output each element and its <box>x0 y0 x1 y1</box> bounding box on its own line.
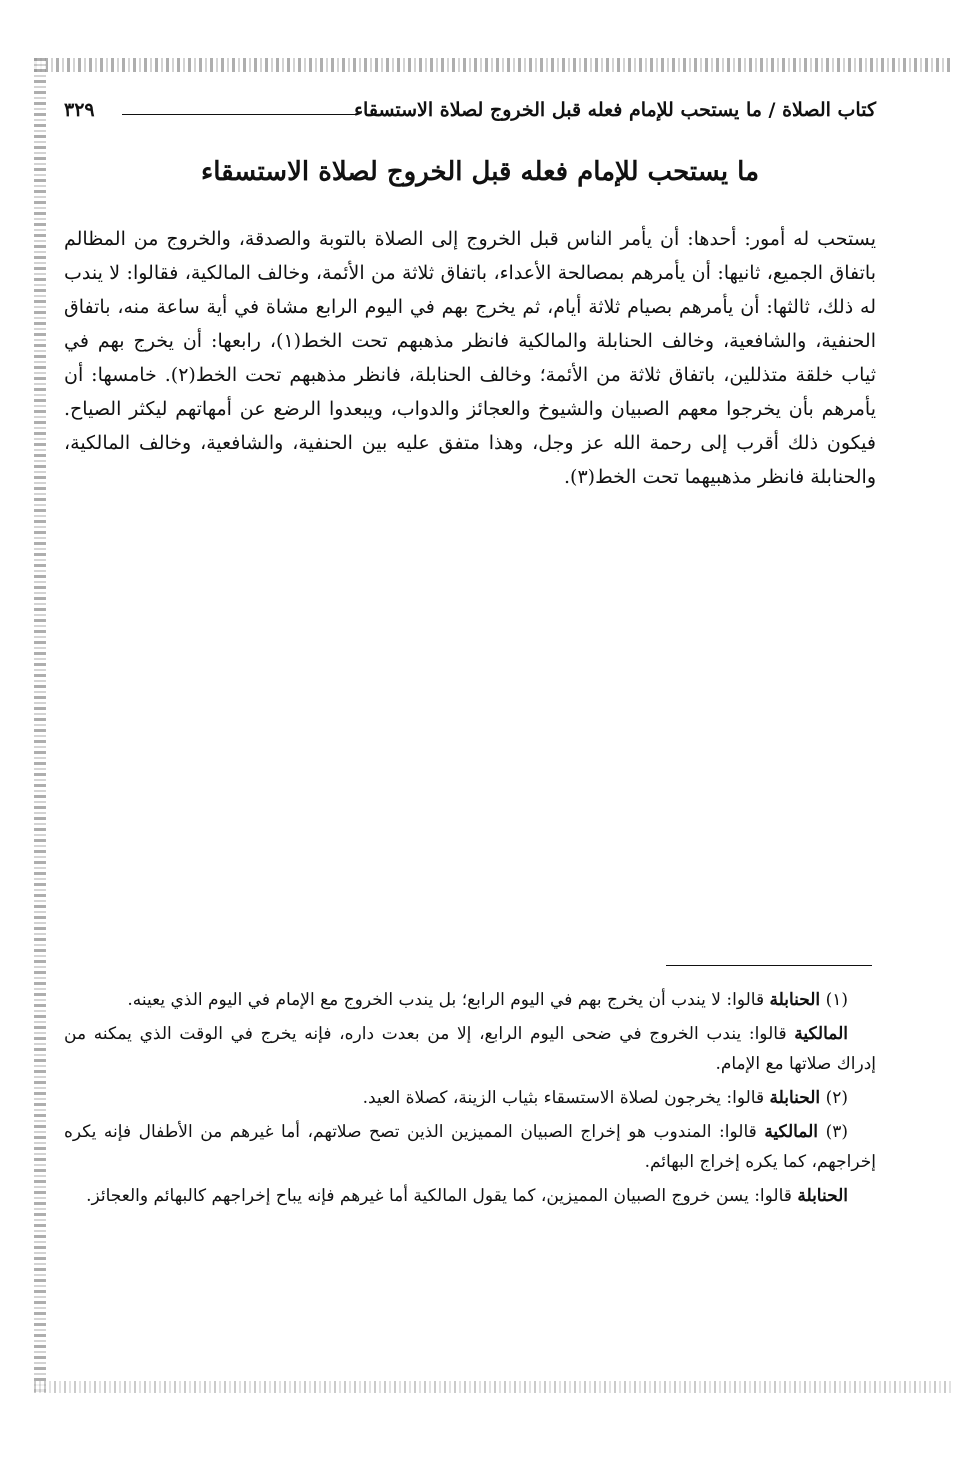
footnote-text: قالوا: يسن خروج الصبيان المميزين، كما يقول المالكية أما غيرهم فإنه يباح إخراجهم كالبهائم والعجائز. <box>86 1186 798 1206</box>
footnote-madhhab: الحنابلة <box>769 990 821 1010</box>
running-head: كتاب الصلاة / ما يستحب للإمام فعله قبل الخروج لصلاة الاستسقاء <box>354 99 876 121</box>
footnote-number: (١) <box>820 990 848 1010</box>
footnote-madhhab: المالكية <box>794 1024 848 1044</box>
footnote-3-maliki <box>64 1117 876 1177</box>
page-border-top <box>34 58 952 72</box>
footnote-separator <box>666 965 872 966</box>
footnote-madhhab: الحنابلة <box>769 1088 821 1108</box>
page-number: ٣٢٩ <box>64 99 95 121</box>
page-border-left <box>34 58 46 1393</box>
footnote-text: قالوا: لا يندب أن يخرج بهم في اليوم الرابع؛ بل يندب الخروج مع الإمام في اليوم الذي يعينه. <box>127 990 770 1010</box>
footnote-2-hanbali <box>64 1083 876 1113</box>
page-border-bottom <box>34 1381 952 1393</box>
footnote-number: (٣) <box>818 1122 848 1142</box>
footnotes <box>64 985 876 1215</box>
footnote-madhhab: المالكية <box>764 1122 819 1142</box>
footnote-1-hanbali <box>64 985 876 1015</box>
footnote-1-maliki <box>64 1019 876 1079</box>
footnote-text: قالوا: المندوب هو إخراج الصبيان المميزين الذين تصح صلاتهم، أما غيرهم من الأطفال فإنه يكره إخراجهم، كما يكره إخراج البهائم. <box>64 1122 876 1172</box>
footnote-number: (٢) <box>820 1088 848 1108</box>
footnote-madhhab: الحنابلة <box>797 1186 848 1206</box>
page-header <box>64 92 876 128</box>
footnote-text: قالوا: يندب الخروج في ضحى اليوم الرابع، إلا من بعدت داره، فإنه يخرج في الوقت الذي يمكنه من إدراك صلاتها مع الإمام. <box>64 1024 876 1074</box>
footnote-text: قالوا: يخرجون لصلاة الاستسقاء بثياب الزينة، كصلاة العيد. <box>362 1088 770 1108</box>
footnote-3-hanbali <box>64 1181 876 1211</box>
header-rule <box>122 114 356 115</box>
body-paragraph: يستحب له أمور: أحدها: أن يأمر الناس قبل الخروج إلى الصلاة بالتوبة والصدقة، والخروج من المظالم باتفاق الجميع، ثانيها: أن يأمرهم بمصالحة الأعداء، باتفاق ثلاثة من الأئمة، وخالف المالكية، فقالوا: لا يندب له ذلك، ثالثها: أن يأمرهم بصيام ثلاثة أيام، ثم يخرج بهم في اليوم الرابع مشاة في أية ساعة منه، باتفاق الحنفية، والشافعية، وخالف الحنابلة والمالكية فانظر مذهبهم تحت الخط(١)، رابعها: أن يخرج بهم في ثياب خلقة متذللين، باتفاق ثلاثة من الأئمة؛ وخالف الحنابلة، فانظر مذهبهم تحت الخط(٢). خامسها: أن يأمرهم بأن يخرجوا معهم الصبيان والشيوخ والعجائز والدواب، ويبعدوا الرضع عن أمهاتهم ليكثر الصياح. فيكون ذلك أقرب إلى رحمة الله عز وجل، وهذا متفق عليه بين الحنفية، والشافعية، وخالف المالكية، والحنابلة فانظر مذهبيهما تحت الخط(٣). <box>64 228 877 488</box>
section-title: ما يستحب للإمام فعله قبل الخروج لصلاة الاستسقاء <box>200 157 760 187</box>
